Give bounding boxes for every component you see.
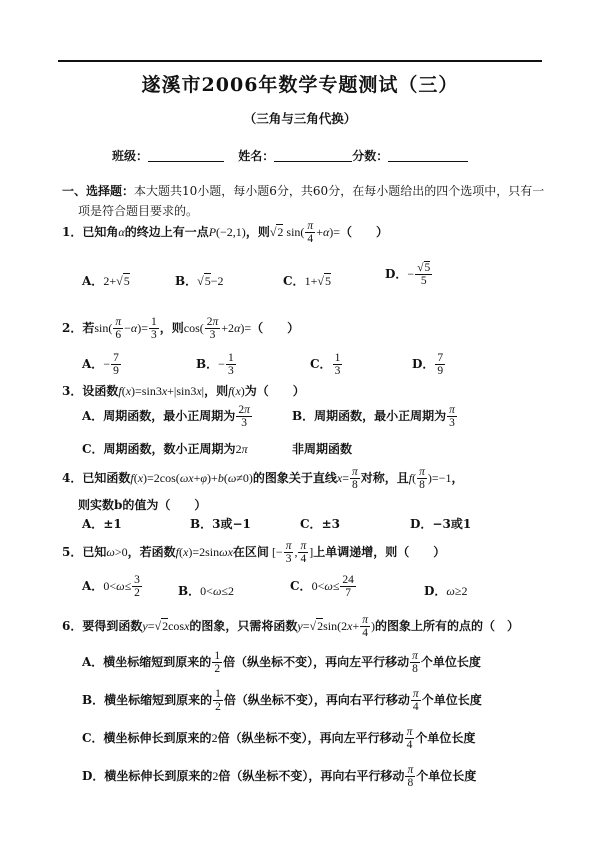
q2-option-a[interactable]: A．− $\frac{7}{9}$ [82,352,119,378]
q2-option-c[interactable]: C． $\frac{1}{3}$ [310,352,341,378]
q3-option-b[interactable]: B．周期函数，最小正周期为 $\frac{\pi}{3}$ [292,404,455,430]
q5-option-c[interactable]: C．0<ω≤ $\frac{24}{7}$ [290,574,354,600]
q1-option-b[interactable]: B．√5−2 [175,274,224,288]
q6-option-d[interactable]: D．横坐标伸长到原来的2倍（纵坐标不变），再向右平行移动 $\frac{\pi}{8}$ 个单位长度 [82,764,477,790]
q2-option-d[interactable]: D． $\frac{7}{9}$ [412,352,444,378]
q6-option-b[interactable]: B．横坐标缩短到原来的 $\frac{1}{2}$ 倍（纵坐标不变），再向右平行移动 $\frac{\pi}{4}$ 个单位长度 [82,688,482,714]
question-4: 4．已知函数f(x)=2cos(ωx+φ)+b(ω≠0)的图象关于直线x= $\frac{\pi}{8}$ 对称，且f( $\frac{\pi}{8}$ )=−1， [62,466,464,492]
q5-number: 5． [62,545,83,560]
q3-number: 3． [62,384,83,398]
class-label: 班级： [112,149,149,163]
section-desc-2: 项是符合题目要求的。 [78,204,199,218]
score-label: 分数： [352,149,389,163]
question-1: 1．已知角α的终边上有一点P(−2,1)，则√2 sin( $\frac{\pi}{4}$ +α)=（ ） [62,220,389,246]
q1-option-a[interactable]: A．2+√5 [82,274,130,288]
student-info-line [112,147,468,164]
q4-option-b[interactable]: B．3或−1 [190,517,251,531]
q2-option-b[interactable]: B．− $\frac{1}{3}$ [196,352,234,378]
question-2: 2．若sin( $\frac{\pi}{6}$ −α)= $\frac{1}{3}$ ，则cos( $\frac{2\pi}{3}$ +2α)=（ ） [62,316,300,342]
q4-option-c-value: ±3 [321,517,340,531]
q1-option-c[interactable]: C．1+√5 [283,274,331,288]
section-heading-line [62,182,544,199]
q6-option-a[interactable]: A．横坐标缩短到原来的 $\frac{1}{2}$ 倍（纵坐标不变），再向左平行移动 $\frac{\pi}{8}$ 个单位长度 [82,650,481,676]
score-blank[interactable] [388,149,468,162]
q1-number: 1． [62,225,83,240]
q5-option-d[interactable]: D．ω≥2 [424,584,468,598]
q6-number: 6． [62,619,83,634]
q6-option-c[interactable]: C．横坐标伸长到原来的2倍（纵坐标不变），再向左平行移动 $\frac{\pi}{4}$ 个单位长度 [82,726,476,752]
q5-option-b[interactable]: B．0<ω≤2 [178,584,235,598]
q4-option-a[interactable]: A．±1 [82,517,122,531]
q4-option-d-value: −3或1 [432,517,472,531]
name-label: 姓名： [238,149,275,163]
q3-option-a[interactable]: A．周期函数，最小正周期为 $\frac{2\pi}{3}$ [82,404,250,430]
q3-option-d[interactable]: 非周期函数 [292,442,353,456]
page-title: 遂溪市2006年数学专题测试（三） [141,74,459,96]
section-desc-1: 本大题共10小题，每小题6分，共60分，在每小题给出的四个选项中，只有一 [134,184,545,198]
q4-number: 4． [62,471,83,486]
q4-option-a-value: ±1 [103,517,122,531]
question-5: 5．已知ω>0，若函数f(x)=2sinωx在区间 [− $\frac{\pi}{3}$ , $\frac{\pi}{4}$ ]上单调递增，则（ ） [62,540,446,566]
question-6: 6．要得到函数y=√2cosx的图象，只需将函数y=√2sin(2x+ $\frac{\pi}{4}$ )的图象上所有的点的（ ） [62,614,520,640]
q4-option-c[interactable]: C．±3 [300,517,340,531]
name-blank[interactable] [274,149,352,162]
section-heading: 一、选择题： [62,184,135,198]
question-4-line-2: 则实数b的值为（ ） [78,498,207,512]
q1-option-d[interactable]: D．− $\frac{√5}{5}$ [385,262,431,288]
q4-option-b-value: 3或−1 [212,517,251,531]
page-subtitle: （三角与三角代换） [243,111,357,126]
q2-number: 2． [62,321,83,336]
q5-option-a[interactable]: A．0<ω≤ $\frac{3}{2}$ [82,574,140,600]
question-3: 3．设函数f(x)=sin3x+|sin3x|，则f(x)为（ ） [62,384,305,398]
class-blank[interactable] [148,149,224,162]
q3-option-c[interactable]: C．周期函数，数小正周期为2π [82,442,248,456]
header-rule [58,60,542,62]
q4-option-d[interactable]: D．−3或1 [410,517,472,531]
